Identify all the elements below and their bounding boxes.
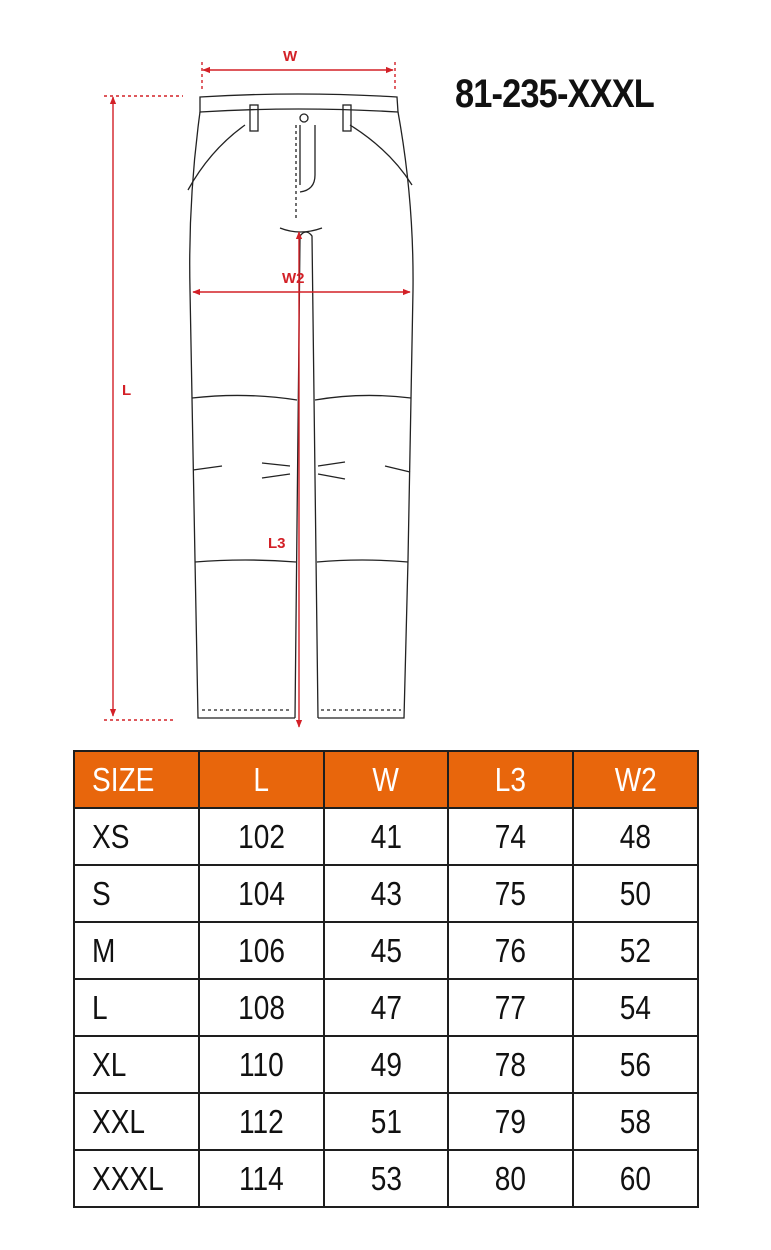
table-row [74, 865, 698, 922]
dimension-label-l3: L3 [268, 535, 286, 552]
cell-w: 49 [324, 1036, 449, 1093]
cell-w2: 54 [573, 979, 698, 1036]
size-chart-table [73, 750, 699, 1208]
cell-l3: 77 [448, 979, 573, 1036]
cell-w: 43 [324, 865, 449, 922]
cell-size: S [74, 865, 199, 922]
cell-size: XL [74, 1036, 199, 1093]
cell-l: 108 [199, 979, 324, 1036]
table-row [74, 922, 698, 979]
table-row [74, 808, 698, 865]
cell-l3: 79 [448, 1093, 573, 1150]
cell-w: 45 [324, 922, 449, 979]
header-l3: L3 [448, 751, 573, 808]
cell-w2: 50 [573, 865, 698, 922]
cell-size: XS [74, 808, 199, 865]
cell-l3: 75 [448, 865, 573, 922]
dimension-guides [104, 62, 410, 727]
product-code: 81-235-XXXL [455, 72, 654, 116]
cell-size: L [74, 979, 199, 1036]
cell-l3: 78 [448, 1036, 573, 1093]
table-row [74, 1036, 698, 1093]
cell-size: XXL [74, 1093, 199, 1150]
cell-l: 112 [199, 1093, 324, 1150]
header-l: L [199, 751, 324, 808]
cell-size: XXXL [74, 1150, 199, 1207]
header-w: W [324, 751, 449, 808]
dimension-label-w2: W2 [282, 270, 305, 287]
cell-w: 51 [324, 1093, 449, 1150]
cell-l3: 74 [448, 808, 573, 865]
header-size: SIZE [74, 751, 199, 808]
table-header-row [74, 751, 698, 808]
cell-l3: 80 [448, 1150, 573, 1207]
cell-w: 41 [324, 808, 449, 865]
cell-l: 114 [199, 1150, 324, 1207]
cell-w: 53 [324, 1150, 449, 1207]
cell-l: 102 [199, 808, 324, 865]
dimension-label-w: W [283, 48, 298, 65]
cell-w2: 48 [573, 808, 698, 865]
cell-l: 104 [199, 865, 324, 922]
table-row [74, 1150, 698, 1207]
trousers-outline [188, 94, 413, 718]
cell-w2: 58 [573, 1093, 698, 1150]
dimension-label-l: L [122, 382, 132, 399]
cell-w2: 52 [573, 922, 698, 979]
cell-l: 106 [199, 922, 324, 979]
cell-size: M [74, 922, 199, 979]
table-row [74, 1093, 698, 1150]
header-w2: W2 [573, 751, 698, 808]
cell-l3: 76 [448, 922, 573, 979]
cell-w: 47 [324, 979, 449, 1036]
table-row [74, 979, 698, 1036]
cell-w2: 56 [573, 1036, 698, 1093]
cell-l: 110 [199, 1036, 324, 1093]
cell-w2: 60 [573, 1150, 698, 1207]
